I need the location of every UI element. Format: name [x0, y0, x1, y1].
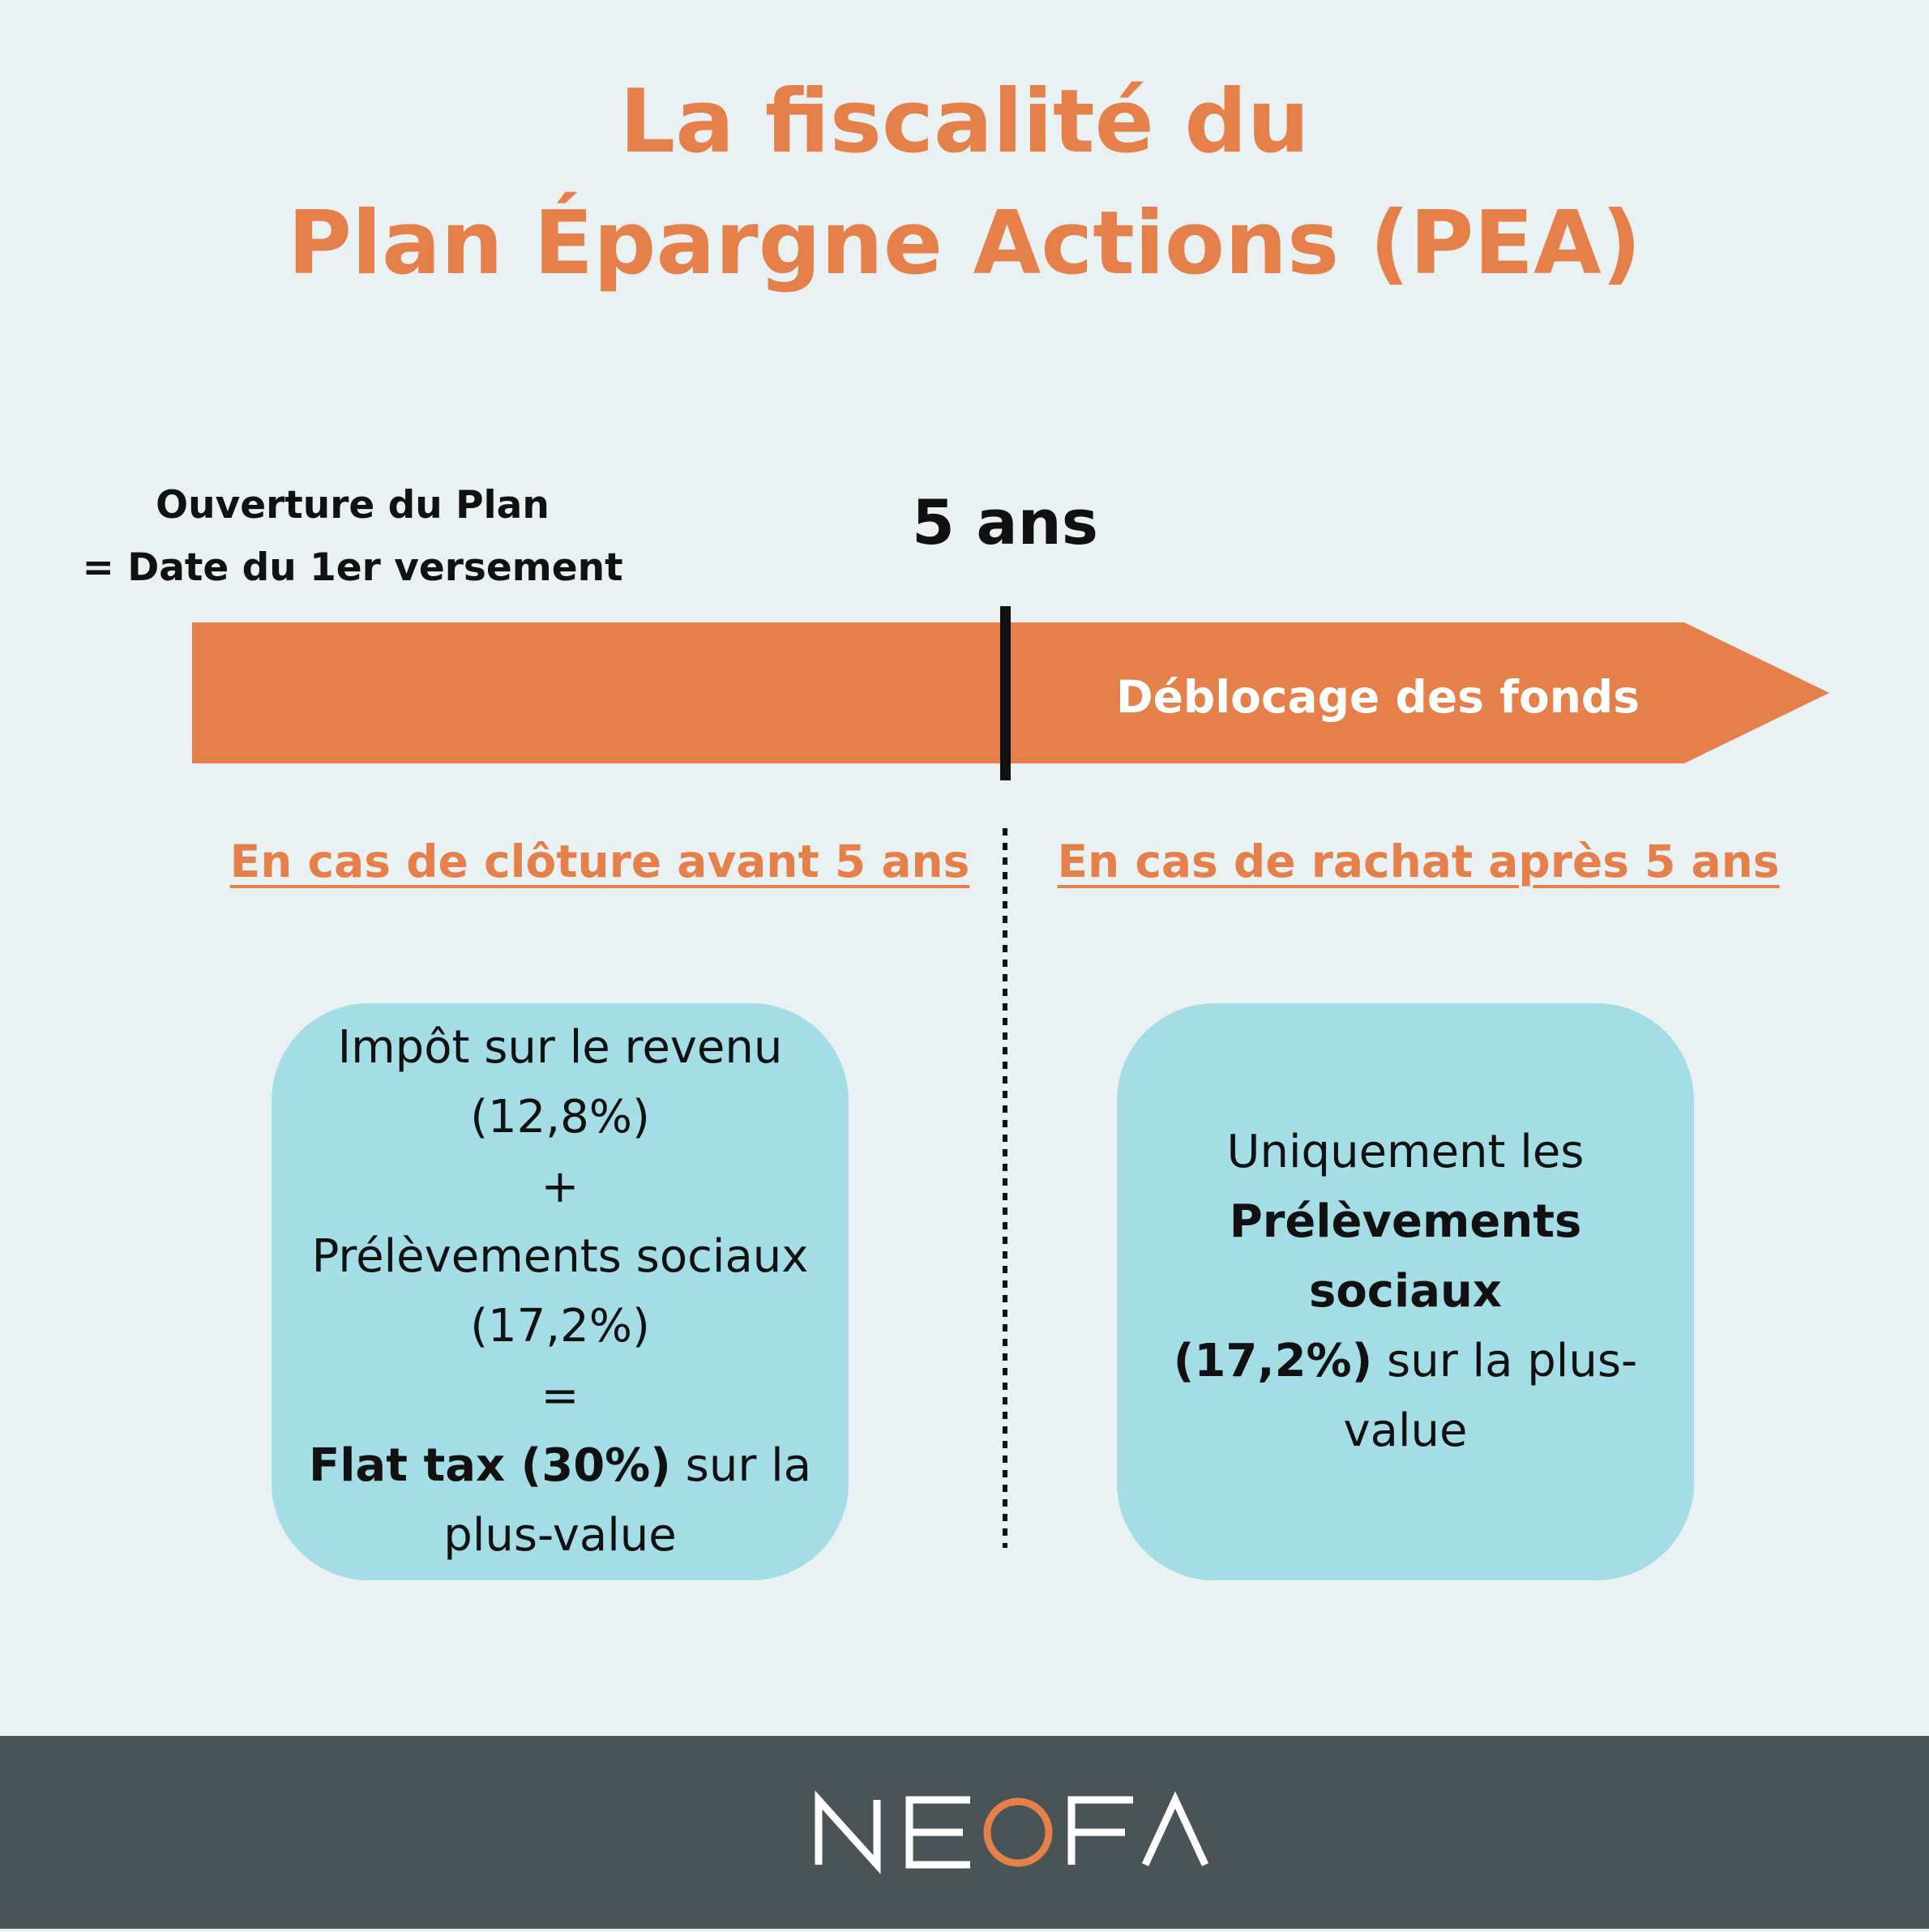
milestone-marker — [1000, 606, 1011, 780]
title-line-2: Plan Épargne Actions (PEA) — [287, 193, 1642, 294]
left-line-2: (12,8%) — [470, 1091, 650, 1143]
rate-suffix: sur la plus- — [1372, 1335, 1638, 1387]
left-line-3: + — [541, 1160, 580, 1213]
title-line-1: La fiscalité du — [619, 71, 1310, 173]
left-line-7 — [309, 1431, 811, 1501]
arrow-label: Déblocage des fonds — [1115, 671, 1640, 723]
flat-tax-suffix: sur la — [670, 1439, 812, 1492]
flat-tax-bold: Flat tax (30%) — [308, 1439, 671, 1492]
right-tax-box — [1117, 1003, 1694, 1580]
left-line-1: Impôt sur le revenu — [337, 1021, 783, 1074]
left-line-4: Prélèvements sociaux — [311, 1230, 809, 1283]
left-line-8: plus-value — [443, 1509, 677, 1562]
left-line-6: = — [541, 1370, 580, 1422]
left-case-heading: En cas de clôture avant 5 ans — [229, 836, 970, 887]
neofa-logo — [0, 1736, 1929, 1929]
left-line-5: (17,2%) — [470, 1300, 650, 1353]
right-line-2: Prélèvements sociaux — [1229, 1195, 1582, 1318]
footer-bar — [0, 1736, 1929, 1929]
opening-line-2: = Date du 1er versement — [82, 545, 623, 590]
right-line-3 — [1174, 1327, 1637, 1396]
left-tax-box — [272, 1003, 849, 1580]
right-line-4: value — [1343, 1404, 1468, 1457]
opening-line-1: Ouverture du Plan — [156, 483, 550, 528]
right-line-1: Uniquement les — [1226, 1126, 1585, 1178]
milestone-label: 5 ans — [912, 486, 1098, 558]
right-case-heading: En cas de rachat après 5 ans — [1057, 836, 1780, 887]
rate-bold: (17,2%) — [1173, 1335, 1373, 1387]
